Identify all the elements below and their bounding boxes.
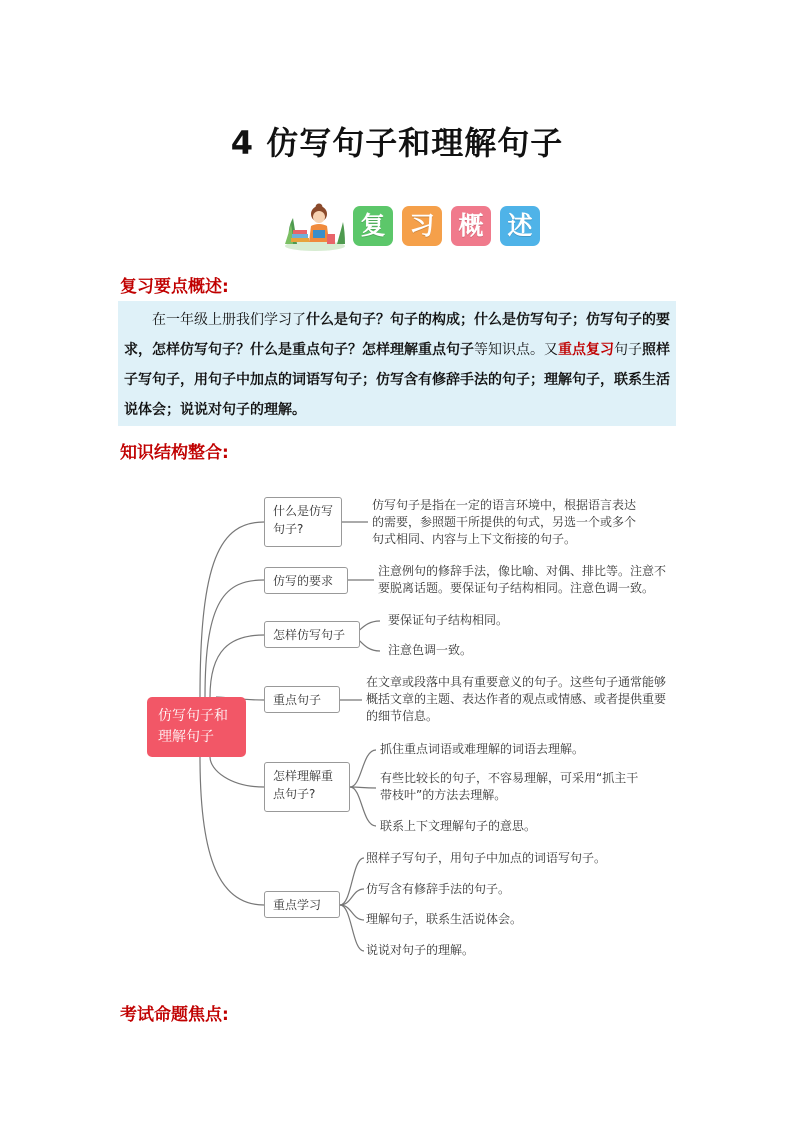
branch-how-to-imitate: 怎样仿写句子 (264, 621, 360, 648)
leaf-imitation-definition: 仿写句子是指在一定的语言环境中，根据语言表达的需要，参照题干所提供的句式，另选一个或多个句式相同、内容与上下文衔接的句子。 (372, 498, 637, 546)
leaf-rhetoric-imitation: 仿写含有修辞手法的句子。 (366, 882, 511, 896)
summary-part2: 什么是句子？句子的构成；什么是仿写句子；仿写句子的要求，怎样仿写句子？什么是重点句子？怎样理解重点句子 (124, 312, 670, 358)
structure-heading: 知识结构整合: (120, 443, 229, 463)
banner-tile-shu: 述 (500, 206, 540, 246)
banner-tile-fu: 复 (353, 206, 393, 246)
leaf-grasp-key-words: 抓住重点词语或难理解的词语去理解。 (380, 742, 585, 756)
branch-imitation-requirements: 仿写的要求 (264, 567, 348, 594)
leaf-understanding: 说说对句子的理解。 (366, 943, 475, 957)
leaf-same-tone: 注意色调一致。 (388, 643, 473, 657)
leaf-write-by-example: 照样子写句子，用句子中加点的词语写句子。 (366, 851, 607, 865)
branch-key-sentence: 重点句子 (264, 686, 340, 713)
branch-understand-key-sentence: 怎样理解重点句子? (264, 762, 350, 812)
leaf-life-experience: 理解句子，联系生活说体会。 (366, 912, 523, 926)
summary-part1: 在一年级上册我们学习了 (152, 312, 306, 328)
summary-part3: 等知识点。又 (474, 342, 558, 358)
banner-tile-gai: 概 (451, 206, 491, 246)
summary-part6: 照样子写句子，用句子中加点的词语写句子；仿写含有修辞手法的句子；理解句子，联系生活说体会；说说对句子的理解。 (124, 342, 670, 418)
leaf-trunk-and-branches: 有些比较长的句子，不容易理解，可采用“抓主干带枝叶”的方法去理解。 (380, 771, 639, 802)
branch-key-learning: 重点学习 (264, 891, 340, 918)
review-points-heading: 复习要点概述: (120, 277, 229, 297)
mindmap-root: 仿写句子和理解句子 (147, 697, 246, 757)
leaf-imitation-requirements: 注意例句的修辞手法，像比喻、对偶、排比等。注意不要脱离话题。要保证句子结构相同。注意色调一致。 (378, 564, 667, 595)
summary-highlight: 重点复习 (558, 342, 614, 358)
leaf-context: 联系上下文理解句子的意思。 (380, 819, 537, 833)
leaf-same-structure: 要保证句子结构相同。 (388, 613, 509, 627)
page-title: 4 仿写句子和理解句子 (230, 124, 564, 162)
branch-what-is-imitation: 什么是仿写句子? (264, 497, 342, 547)
banner-tile-xi: 习 (402, 206, 442, 246)
summary-part5: 句子 (614, 342, 642, 358)
leaf-key-sentence-definition: 在文章或段落中具有重要意义的句子。这些句子通常能够概括文章的主题、表达作者的观点或情感、或者提供重要的细节信息。 (366, 675, 667, 723)
exam-focus-heading: 考试命题焦点: (120, 1005, 229, 1025)
